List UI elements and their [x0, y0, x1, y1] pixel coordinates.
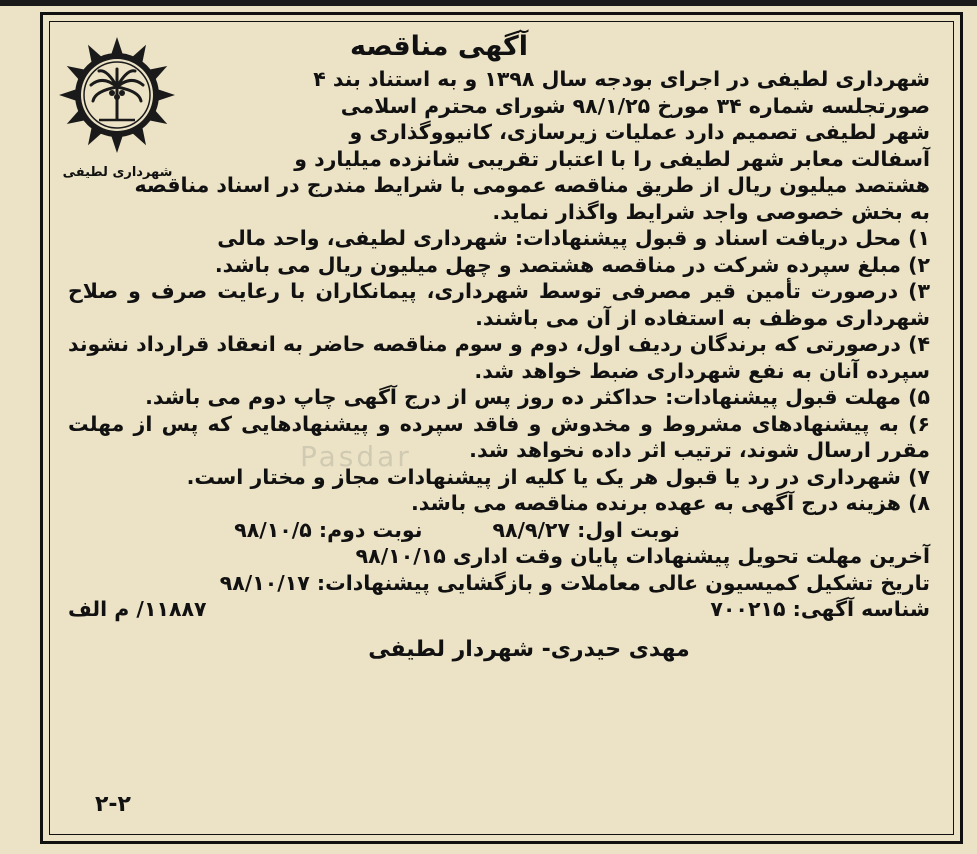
second-round: نوبت دوم: ۹۸/۱۰/۵	[234, 517, 423, 542]
condition-item: ۴) درصورتی که برندگان ردیف اول، دوم و سوم مناقصه حاضر به انعقاد قرارداد نشوند سپرده آنان به نفع شهرداری ضبط خواهد شد.	[68, 332, 930, 383]
committee-date: تاریخ تشکیل کمیسیون عالی معاملات و بازگشایی پیشنهادات: ۹۸/۱۰/۱۷	[219, 570, 930, 595]
condition-item: ۳) درصورت تأمین قیر مصرفی توسط شهرداری، پیمانکاران با رعایت صرف و صلاح شهرداری موظف به استفاده از آن می باشند.	[68, 279, 930, 330]
condition-item: ۲) مبلغ سپرده شرکت در مناقصه هشتصد و چهل میلیون ریال می باشد.	[214, 252, 930, 277]
watermark: Pasdar	[300, 440, 412, 473]
signature: مهدی حیدری- شهردار لطیفی	[368, 636, 690, 662]
condition-item: ۶) به پیشنهادهای مشروط و مخدوش و فاقد سپرده و پیشنهادهایی که پس از مهلت مقرر ارسال شوند، ترتیب اثر داده نخواهد شد.	[68, 411, 930, 462]
ref-code: ۱۱۸۸۷/ م الف	[68, 597, 207, 621]
intro-line: آسفالت معابر شهر لطیفی را با اعتبار تقریبی شانزده میلیارد و	[294, 146, 930, 171]
page-number: ۲-۲	[95, 792, 131, 817]
submission-deadline: آخرین مهلت تحویل پیشنهادات پایان وقت اداری ۹۸/۱۰/۱۵	[355, 544, 930, 568]
condition-item: ۱) محل دریافت اسناد و قبول پیشنهادات: شهرداری لطیفی، واحد مالی	[217, 226, 930, 250]
condition-item: ۵) مهلت قبول پیشنهادات: حداکثر ده روز پس از درج آگهی چاپ دوم می باشد.	[145, 385, 930, 409]
condition-item: ۷) شهرداری در رد یا قبول هر یک یا کلیه از پیشنهادات مجاز و مختار است.	[186, 464, 930, 489]
intro-line: شهر لطیفی تصمیم دارد عملیات زیرسازی، کانیووگذاری و	[349, 120, 930, 144]
intro-line: هشتصد میلیون ریال از طریق مناقصه عمومی با شرایط مندرج در اسناد مناقصه	[134, 173, 930, 197]
first-round: نوبت اول: ۹۸/۹/۲۷	[492, 517, 680, 542]
notice-title: آگهی مناقصه	[349, 31, 529, 62]
ad-id: شناسه آگهی: ۷۰۰۲۱۵	[710, 597, 930, 621]
intro-line: صورتجلسه شماره ۳۴ مورخ ۹۸/۱/۲۵ شورای محترم اسلامی	[340, 93, 930, 118]
logo-caption: شهرداری لطیفی	[62, 165, 173, 180]
condition-item: ۸) هزینه درج آگهی به عهده برنده مناقصه می باشد.	[410, 491, 930, 515]
top-border	[0, 0, 977, 6]
notice-body	[68, 30, 930, 663]
intro-line: به بخش خصوصی واجد شرایط واگذار نماید.	[492, 199, 930, 224]
intro-line: شهرداری لطیفی در اجرای بودجه سال ۱۳۹۸ و به استناد بند ۴	[313, 67, 930, 91]
reference-row	[68, 596, 930, 623]
publication-rounds	[68, 517, 930, 544]
